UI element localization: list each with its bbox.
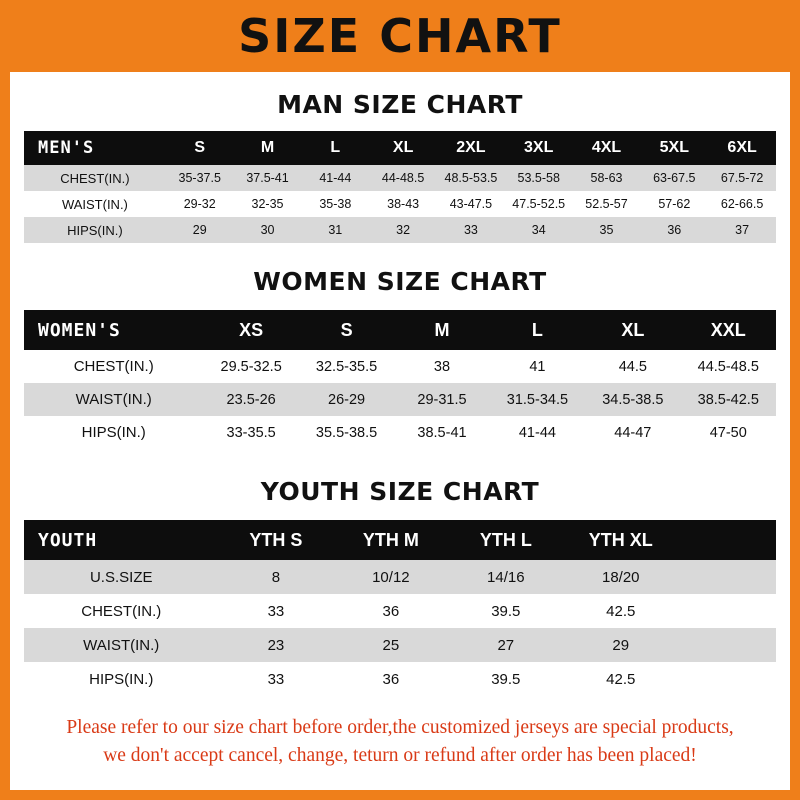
men-cell-1-0: 29-32 bbox=[166, 191, 234, 217]
women-cell-1-2: 29-31.5 bbox=[394, 383, 489, 416]
youth-size-table bbox=[24, 520, 776, 696]
table-row bbox=[24, 560, 776, 594]
youth-cell-3-2: 39.5 bbox=[448, 662, 563, 696]
youth-header-cell-1: YTH S bbox=[218, 520, 333, 560]
men-cell-2-8: 37 bbox=[708, 217, 776, 243]
men-cell-1-1: 32-35 bbox=[234, 191, 302, 217]
youth-cell-0-0: 8 bbox=[218, 560, 333, 594]
men-header-cell-4: XL bbox=[369, 131, 437, 165]
women-header-cell-3: M bbox=[394, 310, 489, 350]
women-cell-2-4: 44-47 bbox=[585, 416, 680, 449]
youth-header-cell-4: YTH XL bbox=[563, 520, 678, 560]
men-cell-0-7: 63-67.5 bbox=[640, 165, 708, 191]
youth-cell-3-1: 36 bbox=[333, 662, 448, 696]
youth-cell-2-1: 25 bbox=[333, 628, 448, 662]
youth-cell-1-spacer bbox=[678, 594, 776, 628]
women-cell-2-1: 35.5-38.5 bbox=[299, 416, 394, 449]
table-row bbox=[24, 662, 776, 696]
page-title: SIZE CHART bbox=[238, 9, 562, 63]
women-cell-0-5: 44.5-48.5 bbox=[681, 350, 776, 383]
men-header-cell-0: MEN'S bbox=[24, 131, 166, 165]
men-header-cell-1: S bbox=[166, 131, 234, 165]
men-size-table bbox=[24, 131, 776, 243]
men-cell-2-5: 34 bbox=[505, 217, 573, 243]
women-row-label-0: CHEST(IN.) bbox=[24, 350, 203, 383]
men-cell-2-2: 31 bbox=[301, 217, 369, 243]
men-header-cell-9: 6XL bbox=[708, 131, 776, 165]
youth-header-cell-3: YTH L bbox=[448, 520, 563, 560]
table-row bbox=[24, 217, 776, 243]
youth-cell-2-3: 29 bbox=[563, 628, 678, 662]
youth-row-label-1: CHEST(IN.) bbox=[24, 594, 218, 628]
youth-cell-2-spacer bbox=[678, 628, 776, 662]
bottom-band bbox=[0, 790, 800, 800]
women-cell-2-3: 41-44 bbox=[490, 416, 585, 449]
men-header-cell-3: L bbox=[301, 131, 369, 165]
men-section-title: MAN SIZE CHART bbox=[277, 90, 523, 119]
men-row-label-1: WAIST(IN.) bbox=[24, 191, 166, 217]
men-cell-0-8: 67.5-72 bbox=[708, 165, 776, 191]
women-cell-0-1: 32.5-35.5 bbox=[299, 350, 394, 383]
youth-row-label-2: WAIST(IN.) bbox=[24, 628, 218, 662]
women-row-label-1: WAIST(IN.) bbox=[24, 383, 203, 416]
women-cell-2-5: 47-50 bbox=[681, 416, 776, 449]
youth-table-header-row bbox=[24, 520, 776, 560]
table-row bbox=[24, 594, 776, 628]
women-cell-0-0: 29.5-32.5 bbox=[203, 350, 298, 383]
table-row bbox=[24, 383, 776, 416]
men-cell-0-4: 48.5-53.5 bbox=[437, 165, 505, 191]
footer-note-line-2: we don't accept cancel, change, teturn or refund after order has been placed! bbox=[103, 745, 697, 767]
youth-cell-1-0: 33 bbox=[218, 594, 333, 628]
youth-cell-0-spacer bbox=[678, 560, 776, 594]
youth-cell-0-2: 14/16 bbox=[448, 560, 563, 594]
men-header-cell-7: 4XL bbox=[573, 131, 641, 165]
women-cell-1-0: 23.5-26 bbox=[203, 383, 298, 416]
youth-cell-2-0: 23 bbox=[218, 628, 333, 662]
table-row bbox=[24, 165, 776, 191]
youth-cell-3-3: 42.5 bbox=[563, 662, 678, 696]
footer-note bbox=[34, 714, 766, 771]
men-cell-0-1: 37.5-41 bbox=[234, 165, 302, 191]
youth-row-label-3: HIPS(IN.) bbox=[24, 662, 218, 696]
men-cell-1-5: 47.5-52.5 bbox=[505, 191, 573, 217]
men-row-label-0: CHEST(IN.) bbox=[24, 165, 166, 191]
women-cell-1-1: 26-29 bbox=[299, 383, 394, 416]
men-header-cell-5: 2XL bbox=[437, 131, 505, 165]
youth-cell-1-1: 36 bbox=[333, 594, 448, 628]
table-row bbox=[24, 350, 776, 383]
women-cell-0-2: 38 bbox=[394, 350, 489, 383]
women-table-header-row bbox=[24, 310, 776, 350]
header-band bbox=[0, 0, 800, 72]
women-cell-2-2: 38.5-41 bbox=[394, 416, 489, 449]
table-row bbox=[24, 416, 776, 449]
youth-row-label-0: U.S.SIZE bbox=[24, 560, 218, 594]
women-size-table bbox=[24, 310, 776, 449]
men-cell-0-2: 41-44 bbox=[301, 165, 369, 191]
men-cell-2-4: 33 bbox=[437, 217, 505, 243]
men-header-cell-2: M bbox=[234, 131, 302, 165]
men-cell-2-3: 32 bbox=[369, 217, 437, 243]
table-row bbox=[24, 628, 776, 662]
men-row-label-2: HIPS(IN.) bbox=[24, 217, 166, 243]
women-header-cell-5: XL bbox=[585, 310, 680, 350]
women-header-cell-6: XXL bbox=[681, 310, 776, 350]
men-cell-0-0: 35-37.5 bbox=[166, 165, 234, 191]
women-cell-1-3: 31.5-34.5 bbox=[490, 383, 585, 416]
content-area bbox=[10, 72, 790, 800]
youth-header-cell-0: YOUTH bbox=[24, 520, 218, 560]
table-row bbox=[24, 191, 776, 217]
women-section-title: WOMEN SIZE CHART bbox=[253, 267, 547, 296]
men-header-cell-6: 3XL bbox=[505, 131, 573, 165]
men-cell-1-4: 43-47.5 bbox=[437, 191, 505, 217]
men-cell-2-7: 36 bbox=[640, 217, 708, 243]
women-header-cell-1: XS bbox=[203, 310, 298, 350]
youth-cell-3-spacer bbox=[678, 662, 776, 696]
men-cell-0-6: 58-63 bbox=[573, 165, 641, 191]
youth-cell-1-2: 39.5 bbox=[448, 594, 563, 628]
youth-cell-0-1: 10/12 bbox=[333, 560, 448, 594]
men-cell-1-7: 57-62 bbox=[640, 191, 708, 217]
men-cell-1-6: 52.5-57 bbox=[573, 191, 641, 217]
women-cell-0-4: 44.5 bbox=[585, 350, 680, 383]
youth-cell-2-2: 27 bbox=[448, 628, 563, 662]
youth-header-cell-spacer bbox=[678, 520, 776, 560]
men-cell-0-3: 44-48.5 bbox=[369, 165, 437, 191]
youth-cell-0-3: 18/20 bbox=[563, 560, 678, 594]
youth-header-cell-2: YTH M bbox=[333, 520, 448, 560]
men-cell-0-5: 53.5-58 bbox=[505, 165, 573, 191]
youth-section-title: YOUTH SIZE CHART bbox=[260, 477, 540, 506]
men-cell-1-2: 35-38 bbox=[301, 191, 369, 217]
women-cell-1-5: 38.5-42.5 bbox=[681, 383, 776, 416]
women-cell-1-4: 34.5-38.5 bbox=[585, 383, 680, 416]
women-cell-2-0: 33-35.5 bbox=[203, 416, 298, 449]
women-header-cell-4: L bbox=[490, 310, 585, 350]
youth-cell-3-0: 33 bbox=[218, 662, 333, 696]
women-row-label-2: HIPS(IN.) bbox=[24, 416, 203, 449]
men-table-header-row bbox=[24, 131, 776, 165]
men-cell-2-1: 30 bbox=[234, 217, 302, 243]
men-cell-1-3: 38-43 bbox=[369, 191, 437, 217]
women-header-cell-0: WOMEN'S bbox=[24, 310, 203, 350]
women-header-cell-2: S bbox=[299, 310, 394, 350]
men-cell-1-8: 62-66.5 bbox=[708, 191, 776, 217]
footer-note-line-1: Please refer to our size chart before order,the customized jerseys are special products, bbox=[66, 717, 734, 738]
women-cell-0-3: 41 bbox=[490, 350, 585, 383]
men-cell-2-0: 29 bbox=[166, 217, 234, 243]
men-cell-2-6: 35 bbox=[573, 217, 641, 243]
men-header-cell-8: 5XL bbox=[640, 131, 708, 165]
youth-cell-1-3: 42.5 bbox=[563, 594, 678, 628]
